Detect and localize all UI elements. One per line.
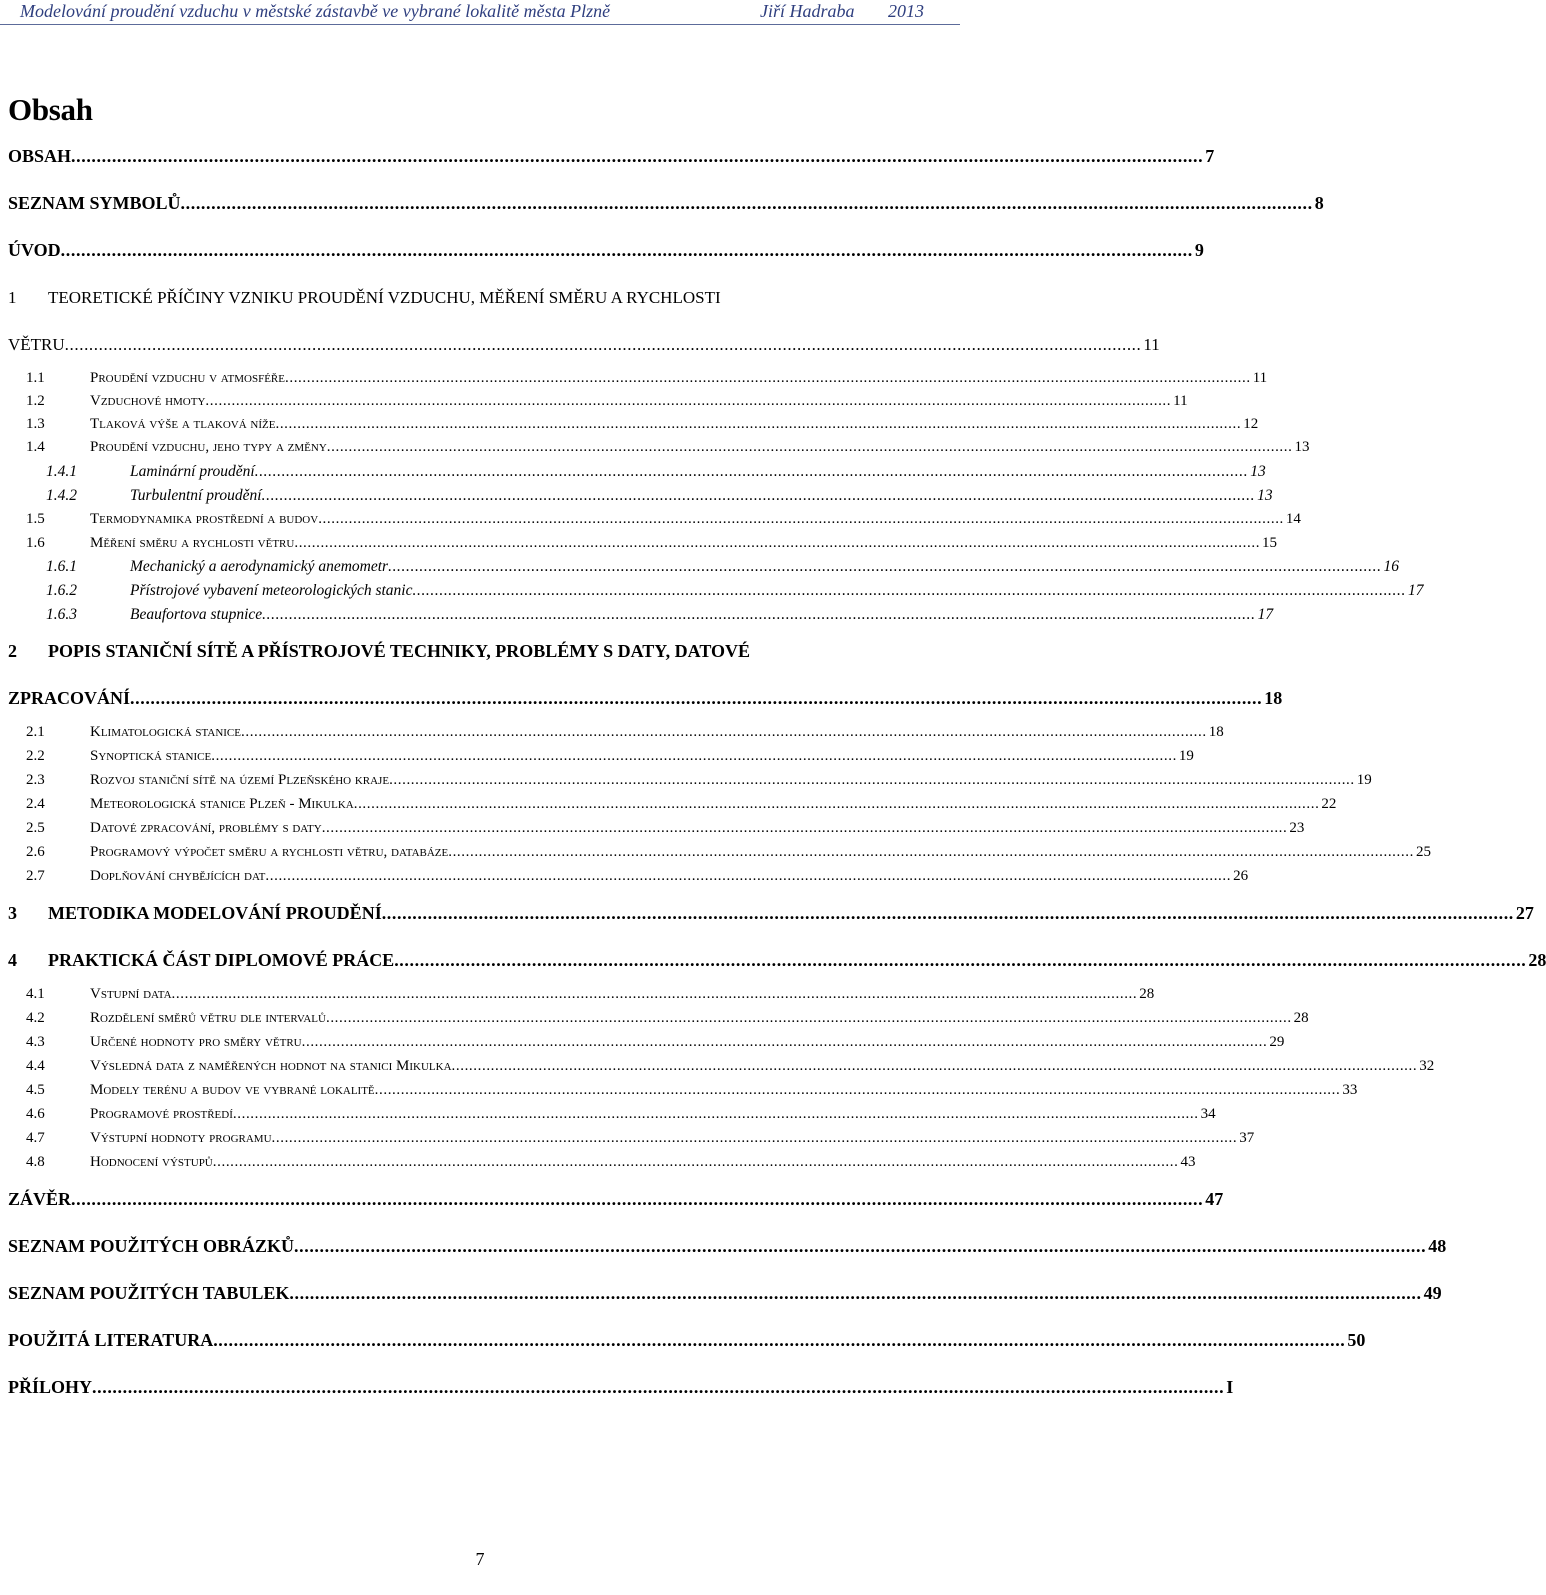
toc-entry-number: 2.1	[26, 724, 45, 740]
toc-leader: ..............................................................................................................................................................................................................................	[394, 950, 1527, 970]
toc-entry-number: 1.3	[26, 416, 45, 432]
toc-entry-1-6[interactable]	[0, 535, 1278, 559]
toc-entry-number: 1.6	[26, 535, 45, 551]
toc-entry-title: Rozvoj staniční sítě na území Plzeňského kraje	[90, 772, 390, 788]
toc-entry-number: 1.6.2	[46, 582, 77, 599]
header-year: 2013	[888, 1, 924, 21]
toc-leader: ..............................................................................................................................................................................................................................	[60, 240, 1193, 260]
toc-entry-2-1[interactable]	[0, 724, 1224, 748]
toc-leader: ..............................................................................................................................................................................................................................	[412, 582, 1406, 599]
toc-entry-number: 1.4.2	[46, 487, 77, 504]
toc-entry-4-5[interactable]	[0, 1082, 1358, 1106]
toc-entry-title: Datové zpracování, problémy s daty	[90, 820, 322, 836]
toc-entry-title: Doplňování chybějících dat	[90, 868, 266, 884]
toc-entry-title: Přístrojové vybavení meteorologických stanic	[130, 582, 413, 599]
toc-entry-number: 2.2	[26, 748, 45, 764]
toc-entry-page: 49	[1423, 1283, 1442, 1303]
toc-entry-title: Turbulentní proudění	[130, 487, 262, 504]
toc-entry-title: Meteorologická stanice Plzeň - Mikulka	[90, 796, 354, 812]
toc-entry-page: I	[1226, 1377, 1234, 1397]
toc-leader: ..............................................................................................................................................................................................................................	[180, 193, 1313, 213]
toc-entry-title-cont: VĚTRU	[8, 335, 65, 354]
toc-entry-number: 1.6.1	[46, 558, 77, 575]
toc-leader: ..............................................................................................................................................................................................................................	[212, 1154, 1179, 1170]
toc-leader: ..............................................................................................................................................................................................................................	[271, 1130, 1238, 1146]
toc-entry-4-3[interactable]	[0, 1034, 1285, 1058]
toc-leader: ..............................................................................................................................................................................................................................	[205, 393, 1172, 409]
toc-leader: ..............................................................................................................................................................................................................................	[71, 1189, 1204, 1209]
toc-leader: ..............................................................................................................................................................................................................................	[211, 748, 1177, 764]
toc-entry-obsah[interactable]	[0, 146, 1215, 170]
toc-entry-page: 29	[1269, 1034, 1285, 1050]
toc-entry-zaver[interactable]	[0, 1189, 1224, 1213]
toc-entry-1-4-1[interactable]	[0, 463, 1266, 487]
toc-entry-number: 2.5	[26, 820, 45, 836]
toc-entry-title: Proudění vzduchu, jeho typy a změny	[90, 439, 327, 455]
toc-entry-number: 1.1	[26, 370, 45, 386]
toc-entry-number: 3	[8, 903, 17, 923]
toc-entry-seznam-symbolu[interactable]	[0, 193, 1324, 217]
toc-entry-1-6-2[interactable]	[0, 582, 1424, 606]
toc-entry-page: 28	[1293, 1010, 1309, 1026]
toc-entry-number: 4	[8, 950, 17, 970]
toc-entry-page: 12	[1243, 416, 1259, 432]
toc-entry-page: 25	[1415, 844, 1431, 860]
toc-leader: ..............................................................................................................................................................................................................................	[389, 772, 1355, 788]
toc-entry-page: 13	[1257, 487, 1273, 504]
toc-entry-seznam-obrazku[interactable]	[0, 1236, 1447, 1260]
toc-entry-page: 26	[1233, 868, 1249, 884]
toc-entry-page: 16	[1383, 558, 1400, 575]
toc-leader: ..............................................................................................................................................................................................................................	[275, 416, 1242, 432]
toc-leader: ..............................................................................................................................................................................................................................	[289, 1283, 1422, 1303]
toc-leader: ..............................................................................................................................................................................................................................	[321, 820, 1288, 836]
toc-entry-number: 2.7	[26, 868, 45, 884]
toc-entry-page: 34	[1200, 1106, 1216, 1122]
toc-entry-chapter-1[interactable]	[0, 288, 960, 312]
toc-entry-title-cont: ZPRACOVÁNÍ	[8, 688, 131, 708]
toc-leader: ..............................................................................................................................................................................................................................	[171, 986, 1138, 1002]
toc-entry-title: PRAKTICKÁ ČÁST DIPLOMOVÉ PRÁCE	[48, 950, 395, 970]
toc-entry-page: 13	[1250, 463, 1266, 480]
toc-leader: ..............................................................................................................................................................................................................................	[326, 439, 1293, 455]
toc-entry-title: Měření směru a rychlosti větru	[90, 535, 295, 551]
toc-entry-title: ZÁVĚR	[8, 1189, 72, 1209]
toc-leader: ..............................................................................................................................................................................................................................	[301, 1034, 1268, 1050]
toc-entry-title: TEORETICKÉ PŘÍČINY VZNIKU PROUDĚNÍ VZDUCHU, MĚŘENÍ SMĚRU A RYCHLOSTI	[48, 288, 721, 307]
toc-entry-number: 1.6.3	[46, 606, 77, 623]
toc-entry-title: Synoptická stanice	[90, 748, 212, 764]
toc-leader: ..............................................................................................................................................................................................................................	[265, 868, 1232, 884]
toc-entry-title: Hodnocení výstupů	[90, 1154, 213, 1170]
header-title: Modelování proudění vzduchu v městské zástavbě ve vybrané lokalitě města Plzně	[20, 1, 611, 21]
toc-entry-number: 1.4.1	[46, 463, 77, 480]
toc-entry-title: OBSAH	[8, 146, 72, 166]
toc-entry-title: Výstupní hodnoty programu	[90, 1130, 272, 1146]
toc-entry-title: METODIKA MODELOVÁNÍ PROUDĚNÍ	[48, 903, 382, 923]
toc-entry-prilohy[interactable]	[0, 1377, 1234, 1401]
toc-entry-page: 32	[1419, 1058, 1435, 1074]
toc-entry-page: 17	[1257, 606, 1274, 623]
toc-entry-page: 50	[1347, 1330, 1366, 1350]
toc-entry-number: 4.6	[26, 1106, 45, 1122]
toc-entry-2-7[interactable]	[0, 868, 1249, 892]
toc-leader: ..............................................................................................................................................................................................................................	[71, 146, 1204, 166]
toc-entry-page: 19	[1356, 772, 1372, 788]
toc-entry-page: 47	[1205, 1189, 1224, 1209]
toc-entry-title: Programové prostředí	[90, 1106, 233, 1122]
toc-entry-seznam-tabulek[interactable]	[0, 1283, 1442, 1307]
toc-entry-uvod[interactable]	[0, 240, 1204, 264]
toc-leader: ..............................................................................................................................................................................................................................	[262, 606, 1256, 623]
toc-entry-1-2[interactable]	[0, 393, 1188, 417]
toc-entry-title: ÚVOD	[8, 240, 61, 260]
toc-leader: ..............................................................................................................................................................................................................................	[232, 1106, 1199, 1122]
toc-entry-1-3[interactable]	[0, 416, 1259, 440]
toc-entry-2-3[interactable]	[0, 772, 1372, 796]
toc-entry-4-4[interactable]	[0, 1058, 1435, 1082]
toc-entry-1-6-1[interactable]	[0, 558, 1400, 582]
toc-entry-title: Modely terénu a budov ve vybrané lokalitě	[90, 1082, 375, 1098]
header-author: Jiří Hadraba	[760, 1, 855, 21]
toc-entry-4-8[interactable]	[0, 1154, 1196, 1178]
toc-leader: ..............................................................................................................................................................................................................................	[254, 463, 1249, 480]
toc-entry-chapter-3[interactable]	[0, 903, 1534, 927]
toc-entry-number: 1.5	[26, 511, 45, 527]
running-header	[0, 0, 960, 25]
toc-entry-page: 11	[1252, 370, 1268, 386]
toc-entry-1-4[interactable]	[0, 439, 1310, 463]
toc-entry-2-6[interactable]	[0, 844, 1431, 868]
toc-entry-title: Rozdělení směrů větru dle intervalů	[90, 1010, 326, 1026]
toc-entry-number: 4.3	[26, 1034, 45, 1050]
toc-leader: ..............................................................................................................................................................................................................................	[294, 1236, 1427, 1256]
toc-leader: ..............................................................................................................................................................................................................................	[285, 370, 1251, 386]
toc-entry-page: 33	[1342, 1082, 1358, 1098]
toc-entry-number: 2.3	[26, 772, 45, 788]
toc-entry-number: 1.2	[26, 393, 45, 409]
toc-entry-title: SEZNAM POUŽITÝCH OBRÁZKŮ	[8, 1236, 295, 1256]
toc-entry-4-2[interactable]	[0, 1010, 1309, 1034]
toc-entry-1-1[interactable]	[0, 370, 1268, 394]
toc-entry-2-2[interactable]	[0, 748, 1194, 772]
toc-entry-chapter-2-cont[interactable]	[0, 688, 1283, 712]
toc-entry-page: 28	[1528, 950, 1546, 970]
toc-entry-page: 9	[1194, 240, 1204, 260]
page-title: Obsah	[8, 92, 93, 127]
toc-entry-title: Mechanický a aerodynamický anemometr	[130, 558, 389, 575]
toc-entry-chapter-4[interactable]	[0, 950, 1546, 974]
toc-entry-literatura[interactable]	[0, 1330, 1366, 1354]
toc-entry-number: 2	[8, 641, 17, 661]
toc-entry-page: 23	[1289, 820, 1305, 836]
toc-entry-number: 4.5	[26, 1082, 45, 1098]
toc-entry-page: 11	[1143, 335, 1160, 354]
toc-entry-number: 4.2	[26, 1010, 45, 1026]
toc-entry-page: 28	[1139, 986, 1155, 1002]
toc-entry-page: 17	[1407, 582, 1424, 599]
toc-entry-title: Výsledná data z naměřených hodnot na stanici Mikulka	[90, 1058, 452, 1074]
toc-entry-page: 37	[1239, 1130, 1255, 1146]
toc-entry-chapter-1-cont[interactable]	[0, 335, 1160, 359]
toc-leader: ..............................................................................................................................................................................................................................	[241, 724, 1207, 740]
toc-entry-2-5[interactable]	[0, 820, 1305, 844]
toc-leader: ..............................................................................................................................................................................................................................	[130, 688, 1263, 708]
toc-entry-title: Klimatologická stanice	[90, 724, 241, 740]
toc-entry-page: 22	[1321, 796, 1337, 812]
toc-entry-2-4[interactable]	[0, 796, 1337, 820]
toc-leader: ..............................................................................................................................................................................................................................	[325, 1010, 1292, 1026]
toc-entry-title: Určené hodnoty pro směry větru	[90, 1034, 302, 1050]
toc-entry-title: Tlaková výše a tlaková níže	[90, 416, 276, 432]
toc-leader: ..............................................................................................................................................................................................................................	[294, 535, 1261, 551]
page-number: 7	[475, 1549, 485, 1569]
toc-entry-page: 19	[1178, 748, 1194, 764]
toc-entry-chapter-2[interactable]	[0, 641, 960, 665]
toc-entry-1-5[interactable]	[0, 511, 1301, 535]
toc-entry-title: Termodynamika prostřední a budov	[90, 511, 319, 527]
toc-entry-page: 11	[1173, 393, 1188, 409]
toc-entry-4-7[interactable]	[0, 1130, 1255, 1154]
toc-entry-number: 1	[8, 288, 17, 307]
toc-leader: ..............................................................................................................................................................................................................................	[64, 335, 1142, 354]
toc-entry-title: POPIS STANIČNÍ SÍTĚ A PŘÍSTROJOVÉ TECHNIKY, PROBLÉMY S DATY, DATOVÉ	[48, 641, 750, 661]
toc-entry-title: Beaufortova stupnice	[130, 606, 263, 623]
toc-entry-number: 4.7	[26, 1130, 45, 1146]
toc-entry-number: 1.4	[26, 439, 45, 455]
toc-entry-title: Programový výpočet směru a rychlosti větru, databáze	[90, 844, 449, 860]
toc-entry-4-6[interactable]	[0, 1106, 1216, 1130]
toc-entry-1-6-3[interactable]	[0, 606, 1274, 630]
toc-entry-page: 7	[1205, 146, 1215, 166]
toc-leader: ..............................................................................................................................................................................................................................	[388, 558, 1382, 575]
toc-leader: ..............................................................................................................................................................................................................................	[381, 903, 1514, 923]
toc-leader: ..............................................................................................................................................................................................................................	[318, 511, 1284, 527]
toc-leader: ..............................................................................................................................................................................................................................	[374, 1082, 1341, 1098]
toc-entry-title: SEZNAM POUŽITÝCH TABULEK	[8, 1283, 290, 1303]
toc-entry-page: 8	[1314, 193, 1324, 213]
toc-leader: ..............................................................................................................................................................................................................................	[451, 1058, 1418, 1074]
toc-entry-title: Laminární proudění	[130, 463, 255, 480]
toc-entry-page: 15	[1262, 535, 1278, 551]
toc-entry-title: Vzduchové hmoty	[90, 393, 206, 409]
toc-entry-number: 4.4	[26, 1058, 45, 1074]
toc-entry-title: PŘÍLOHY	[8, 1377, 93, 1397]
toc-leader: ..............................................................................................................................................................................................................................	[92, 1377, 1225, 1397]
toc-entry-title: Proudění vzduchu v atmosféře	[90, 370, 285, 386]
toc-entry-number: 2.6	[26, 844, 45, 860]
toc-entry-number: 2.4	[26, 796, 45, 812]
toc-entry-page: 43	[1180, 1154, 1196, 1170]
toc-leader: ..............................................................................................................................................................................................................................	[448, 844, 1414, 860]
toc-entry-title: POUŽITÁ LITERATURA	[8, 1330, 214, 1350]
toc-entry-1-4-2[interactable]	[0, 487, 1273, 511]
toc-entry-title: Vstupní data	[90, 986, 172, 1002]
toc-leader: ..............................................................................................................................................................................................................................	[213, 1330, 1346, 1350]
toc-entry-page: 27	[1515, 903, 1534, 923]
toc-entry-page: 18	[1264, 688, 1283, 708]
toc-entry-page: 48	[1428, 1236, 1447, 1256]
toc-leader: ..............................................................................................................................................................................................................................	[353, 796, 1320, 812]
toc-entry-number: 4.8	[26, 1154, 45, 1170]
toc-entry-page: 13	[1294, 439, 1310, 455]
toc-entry-page: 18	[1208, 724, 1224, 740]
toc-entry-number: 4.1	[26, 986, 45, 1002]
toc-entry-title: SEZNAM SYMBOLŮ	[8, 193, 181, 213]
toc-leader: ..............................................................................................................................................................................................................................	[261, 487, 1256, 504]
toc-entry-4-1[interactable]	[0, 986, 1155, 1010]
toc-entry-page: 14	[1285, 511, 1301, 527]
